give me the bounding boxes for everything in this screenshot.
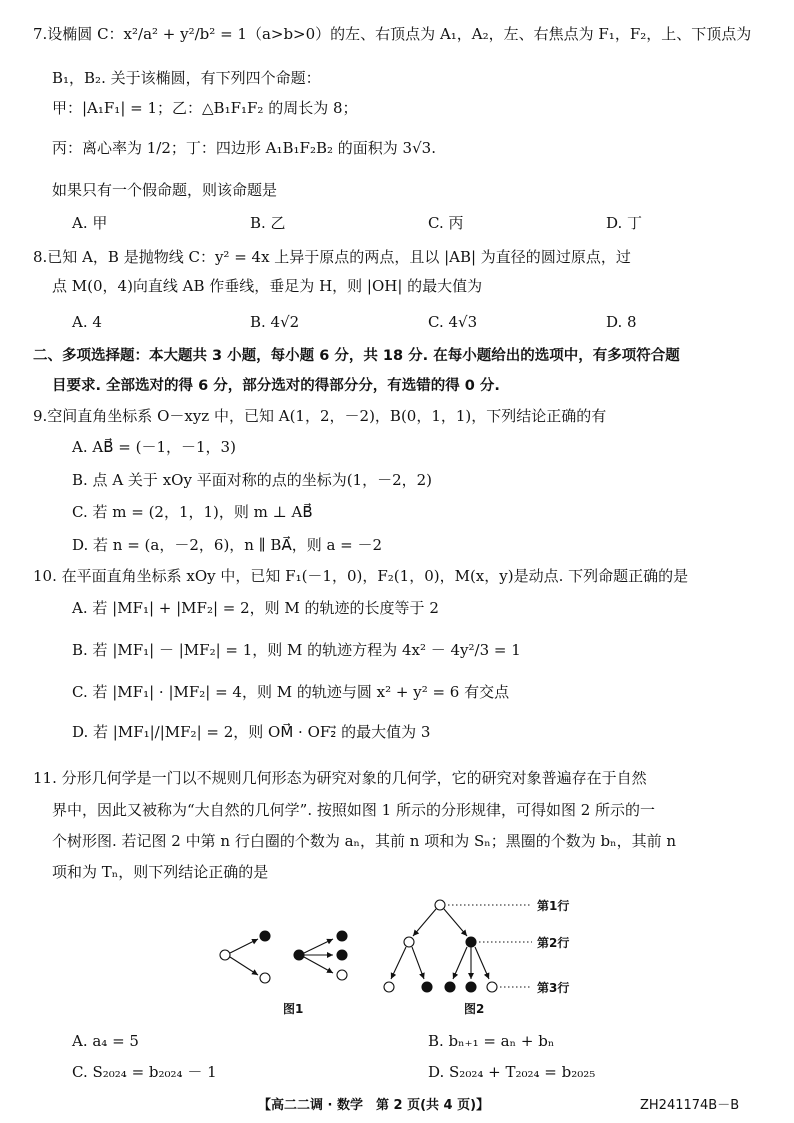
q10-option-c: C. 若 |MF₁| · |MF₂| = 4，则 M 的轨迹与圆 x² + y² = 6 有交点	[72, 683, 510, 701]
q8-option-c: C. 4√3	[428, 313, 478, 331]
figure1-white-rule	[220, 931, 270, 983]
q9-option-b: B. 点 A 关于 xOy 平面对称的点的坐标为(1，－2，2)	[72, 471, 433, 489]
q11-option-b: B. bₙ₊₁ = aₙ + bₙ	[428, 1032, 555, 1050]
q11-option-d: D. S₂₀₂₄ + T₂₀₂₄ = b₂₀₂₅	[428, 1063, 596, 1081]
q9-option-a: A. AB⃗ = (－1，－1，3)	[72, 438, 236, 456]
figure2-tree	[384, 900, 497, 992]
section2-heading-line1: 二、多项选择题：本大题共 3 小题，每小题 6 分，共 18 分. 在每小题给出的选项中，有多项符合题	[33, 348, 680, 364]
q11-line4: 项和为 Tₙ，则下列结论正确的是	[52, 863, 269, 881]
q9-line1: 9.空间直角坐标系 O－xyz 中，已知 A(1，2，－2)，B(0，1，1)，下列结论正确的有	[33, 407, 607, 425]
q9-option-c: C. 若 m = (2，1，1)，则 m ⊥ AB⃗	[72, 503, 313, 521]
q7-option-b: B. 乙	[250, 214, 286, 232]
figure1-black-rule	[294, 931, 347, 980]
q10-option-d: D. 若 |MF₁|/|MF₂| = 2，则 OM⃗ · OF₂⃗ 的最大值为 3	[72, 723, 431, 741]
q8-option-a: A. 4	[72, 313, 102, 331]
q7-line3: 甲：|A₁F₁| = 1；乙：△B₁F₁F₂ 的周长为 8；	[52, 99, 358, 117]
q7-option-d: D. 丁	[606, 214, 643, 232]
q8-line2: 点 M(0，4)向直线 AB 作垂线，垂足为 H，则 |OH| 的最大值为	[52, 277, 483, 295]
row2-label: 第2行	[537, 936, 570, 950]
q11-option-c: C. S₂₀₂₄ = b₂₀₂₄ － 1	[72, 1063, 217, 1081]
q7-option-c: C. 丙	[428, 214, 464, 232]
q11-line3: 个树形图. 若记图 2 中第 n 行白圈的个数为 aₙ，其前 n 项和为 Sₙ；黑圈的个数为 bₙ，其前 n	[52, 832, 677, 850]
row3-label: 第3行	[537, 981, 570, 995]
q11-line1: 11. 分形几何学是一门以不规则几何形态为研究对象的几何学，它的研究对象普遍存在于自然	[33, 769, 647, 787]
figure1-caption: 图1	[283, 1002, 304, 1016]
q8-option-b: B. 4√2	[250, 313, 300, 331]
q10-option-a: A. 若 |MF₁| + |MF₂| = 2，则 M 的轨迹的长度等于 2	[72, 599, 439, 617]
section2-heading-line2: 目要求. 全部选对的得 6 分，部分选对的得部分分，有选错的得 0 分.	[52, 378, 500, 394]
q11-line2: 界中，因此又被称为“大自然的几何学”. 按照如图 1 所示的分形规律，可得如图 2 所示的一	[52, 801, 656, 819]
q7-line5: 如果只有一个假命题，则该命题是	[52, 181, 278, 199]
q10-option-b: B. 若 |MF₁| － |MF₂| = 1，则 M 的轨迹方程为 4x² － 4y²/3 = 1	[72, 641, 521, 659]
page-footer-title: 【高二二调 · 数学 第 2 页(共 4 页)】	[258, 1098, 490, 1113]
q9-option-d: D. 若 n = (a，－2，6)，n ∥ BA⃗，则 a = －2	[72, 536, 383, 554]
fractal-figures	[0, 893, 794, 1023]
row1-label: 第1行	[537, 899, 570, 913]
q8-line1: 8.已知 A，B 是抛物线 C：y² = 4x 上异于原点的两点，且以 |AB| 为直径的圆过原点，过	[33, 248, 631, 266]
page-footer-code: ZH241174B－B	[640, 1098, 740, 1113]
q7-line2: B₁，B₂. 关于该椭圆，有下列四个命题：	[52, 69, 321, 87]
q11-option-a: A. a₄ = 5	[72, 1032, 139, 1050]
q7-option-a: A. 甲	[72, 214, 108, 232]
q8-option-d: D. 8	[606, 313, 637, 331]
q7-line1: 7.设椭圆 C：x²/a² + y²/b² = 1（a>b>0）的左、右顶点为 A₁，A₂，左、右焦点为 F₁，F₂，上、下顶点为	[33, 25, 752, 43]
q7-line4: 丙：离心率为 1/2；丁：四边形 A₁B₁F₂B₂ 的面积为 3√3.	[52, 139, 436, 157]
figure2-caption: 图2	[464, 1002, 485, 1016]
q10-line1: 10. 在平面直角坐标系 xOy 中，已知 F₁(－1，0)，F₂(1，0)，M(x，y)是动点. 下列命题正确的是	[33, 567, 689, 585]
